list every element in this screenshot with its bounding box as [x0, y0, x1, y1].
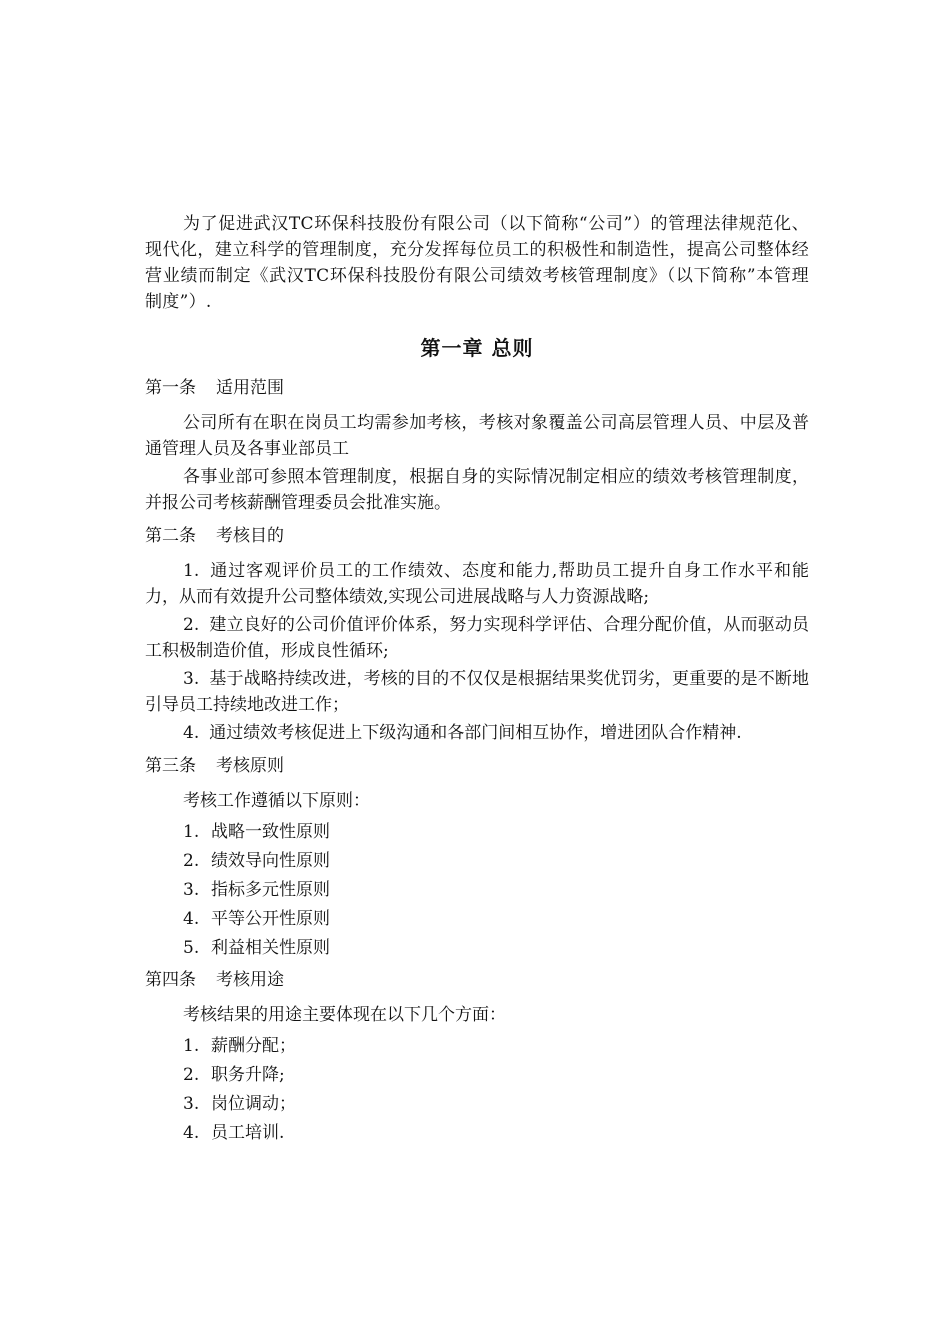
- article-1-heading: [145, 376, 809, 400]
- article-4-heading: [145, 968, 809, 992]
- article-2-item-1: [145, 558, 809, 610]
- document-body: [145, 211, 809, 1150]
- article-3-item-5: [145, 936, 809, 960]
- article-title: 适用范围: [216, 378, 284, 398]
- item-text: 指标多元性原则: [211, 880, 330, 900]
- article-title: 考核用途: [216, 970, 284, 990]
- article-4-item-4: [145, 1121, 809, 1145]
- item-text: 利益相关性原则: [211, 938, 330, 958]
- item-number: 4.: [183, 723, 200, 743]
- article-2-item-2: [145, 612, 809, 664]
- article-1-paragraph-2: 各事业部可参照本管理制度，根据自身的实际情况制定相应的绩效考核管理制度，并报公司考核薪酬管理委员会批准实施。: [145, 467, 809, 513]
- article-3-item-1: [145, 820, 809, 844]
- article-4-item-3: [145, 1092, 809, 1116]
- article-3-item-4: [145, 907, 809, 931]
- item-text: 建立良好的公司价值评价体系，努力实现科学评估、合理分配价值，从而驱动员工积极制造价值，形成良性循环;: [145, 615, 809, 661]
- article-4-intro: 考核结果的用途主要体现在以下几个方面：: [183, 1005, 506, 1025]
- article-title: 考核目的: [216, 526, 284, 546]
- item-number: 2.: [183, 615, 200, 635]
- item-text: 薪酬分配；: [211, 1036, 296, 1056]
- article-3-item-3: [145, 878, 809, 902]
- article-label: 第三条: [145, 756, 196, 776]
- item-text: 岗位调动；: [211, 1094, 296, 1114]
- article-4-item-1: [145, 1034, 809, 1058]
- item-number: 4.: [183, 909, 200, 929]
- item-text: 通过客观评价员工的工作绩效、态度和能力,帮助员工提升自身工作水平和能力，从而有效提升公司整体绩效,实现公司进展战略与人力资源战略;: [145, 561, 809, 607]
- item-number: 3.: [183, 880, 200, 900]
- article-title: 考核原则: [216, 756, 284, 776]
- article-4-item-2: [145, 1063, 809, 1087]
- item-number: 2.: [183, 851, 200, 871]
- item-text: 绩效导向性原则: [211, 851, 330, 871]
- article-2-item-4: [145, 720, 809, 746]
- article-2-heading: [145, 524, 809, 548]
- item-text: 平等公开性原则: [211, 909, 330, 929]
- intro-paragraph: 为了促进武汉TC环保科技股份有限公司（以下简称“公司”）的管理法律规范化、现代化，建立科学的管理制度，充分发挥每位员工的积极性和制造性，提高公司整体经营业绩而制定《武汉TC环保科技股份有限公司绩效考核管理制度》（以下简称”本管理制度”）.: [145, 214, 809, 312]
- article-3-intro: 考核工作遵循以下原则：: [183, 791, 370, 811]
- article-3-item-2: [145, 849, 809, 873]
- item-number: 4.: [183, 1123, 200, 1143]
- item-number: 1.: [183, 561, 200, 581]
- item-text: 通过绩效考核促进上下级沟通和各部门间相互协作，增进团队合作精神.: [209, 723, 742, 743]
- item-text: 职务升降;: [211, 1065, 285, 1085]
- chapter-title: 第一章 总则: [420, 336, 534, 360]
- article-label: 第四条: [145, 970, 196, 990]
- article-label: 第二条: [145, 526, 196, 546]
- article-1-paragraph-1: 公司所有在职在岗员工均需参加考核，考核对象覆盖公司高层管理人员、中层及普通管理人员及各事业部员工: [145, 413, 809, 459]
- item-text: 基于战略持续改进，考核的目的不仅仅是根据结果奖优罚劣，更重要的是不断地引导员工持续地改进工作；: [145, 669, 809, 715]
- item-number: 1.: [183, 822, 200, 842]
- item-number: 3.: [183, 669, 200, 689]
- article-3-heading: [145, 754, 809, 778]
- item-number: 5.: [183, 938, 200, 958]
- item-number: 3.: [183, 1094, 200, 1114]
- item-text: 员工培训.: [211, 1123, 285, 1143]
- article-label: 第一条: [145, 378, 196, 398]
- item-number: 1.: [183, 1036, 200, 1056]
- item-text: 战略一致性原则: [211, 822, 330, 842]
- article-2-item-3: [145, 666, 809, 718]
- item-number: 2.: [183, 1065, 200, 1085]
